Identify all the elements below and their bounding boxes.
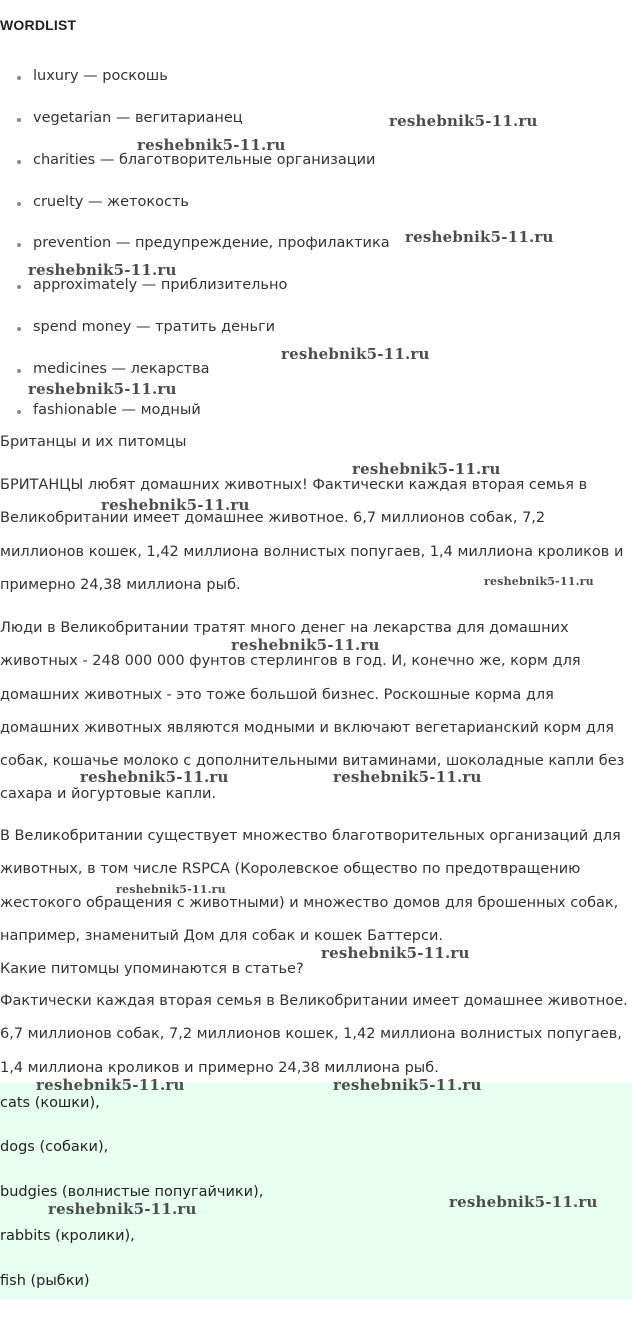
bullet-icon — [17, 160, 21, 164]
list-item: luxury — роскошь — [17, 68, 168, 84]
watermark: reshebnik5-11.ru — [449, 1193, 598, 1211]
answer-explanation: Фактически каждая вторая семья в Великобритании имеет домашнее животное. 6,7 миллионов собак, 7,2 миллионов кошек, 1,42 миллиона волнистых попугаев, 1,4 миллиона кроликов и примерно 24,38 миллиона рыб. — [0, 993, 628, 1076]
answer-item: fish (рыбки) — [0, 1273, 90, 1289]
answer-box — [0, 1083, 632, 1299]
bullet-icon — [17, 243, 21, 247]
watermark: reshebnik5-11.ru — [321, 944, 470, 962]
watermark: reshebnik5-11.ru — [484, 575, 594, 588]
article-paragraph: БРИТАНЦЫ любят домашних животных! Фактически каждая вторая семья в Великобритании имеет домашнее животное. 6,7 миллионов собак, 7,2 миллионов кошек, 1,42 миллиона волнистых попугаев, 1,4 миллиона кроликов и примерно 24,38 миллиона рыб. — [0, 477, 624, 593]
answer-item: rabbits (кролики), — [0, 1228, 135, 1244]
bullet-icon — [17, 76, 21, 80]
watermark: reshebnik5-11.ru — [48, 1200, 197, 1218]
answer-item: budgies (волнистые попугайчики), — [0, 1184, 264, 1200]
watermark: reshebnik5-11.ru — [333, 1076, 482, 1094]
wordlist-title: WORDLIST — [0, 17, 77, 33]
bullet-icon — [17, 202, 21, 206]
watermark: reshebnik5-11.ru — [389, 112, 538, 130]
watermark: reshebnik5-11.ru — [281, 345, 430, 363]
list-item: approximately — приблизительно — [17, 277, 287, 293]
question: Какие питомцы упоминаются в статье? — [0, 961, 304, 977]
watermark: reshebnik5-11.ru — [231, 636, 380, 654]
watermark: reshebnik5-11.ru — [405, 228, 554, 246]
list-item: medicines — лекарства — [17, 361, 210, 377]
watermark: reshebnik5-11.ru — [80, 768, 229, 786]
bullet-icon — [17, 410, 21, 414]
article-paragraph: В Великобритании существует множество благотворительных организаций для животных, в том числе RSPCA (Королевское общество по предотвращению жестокого обращения с животными) и множество домов для брошенных собак, например, знаменитый Дом для собак и кошек Баттерси. — [0, 828, 621, 944]
article-paragraph: Люди в Великобритании тратят много денег на лекарства для домашних животных - 248 000 000 фунтов стерлингов в год. И, конечно же, корм для домашних животных - это тоже большой бизнес. Роскошные корма для домашних животных являются модными и включают вегетарианский корм для собак, кошачье молоко с дополнительными витаминами, шоколадные капли без сахара и йогуртовые капли. — [0, 620, 625, 803]
watermark: reshebnik5-11.ru — [28, 380, 177, 398]
list-item: spend money — тратить деньги — [17, 319, 275, 335]
bullet-icon — [17, 285, 21, 289]
watermark: reshebnik5-11.ru — [352, 460, 501, 478]
list-item: prevention — предупреждение, профилактика — [17, 235, 390, 251]
bullet-icon — [17, 369, 21, 373]
watermark: reshebnik5-11.ru — [28, 261, 177, 279]
bullet-icon — [17, 327, 21, 331]
watermark: reshebnik5-11.ru — [333, 768, 482, 786]
list-item: cruelty — жетокость — [17, 194, 189, 210]
list-item: charities — благотворительные организации — [17, 152, 375, 168]
answer-item: cats (кошки), — [0, 1095, 100, 1111]
list-item: vegetarian — вегитарианец — [17, 110, 243, 126]
watermark: reshebnik5-11.ru — [116, 883, 226, 896]
watermark: reshebnik5-11.ru — [137, 136, 286, 154]
bullet-icon — [17, 118, 21, 122]
watermark: reshebnik5-11.ru — [36, 1076, 185, 1094]
list-item: fashionable — модный — [17, 402, 201, 418]
article-heading: Британцы и их питомцы — [0, 434, 187, 450]
answer-item: dogs (собаки), — [0, 1139, 109, 1155]
watermark: reshebnik5-11.ru — [101, 496, 250, 514]
